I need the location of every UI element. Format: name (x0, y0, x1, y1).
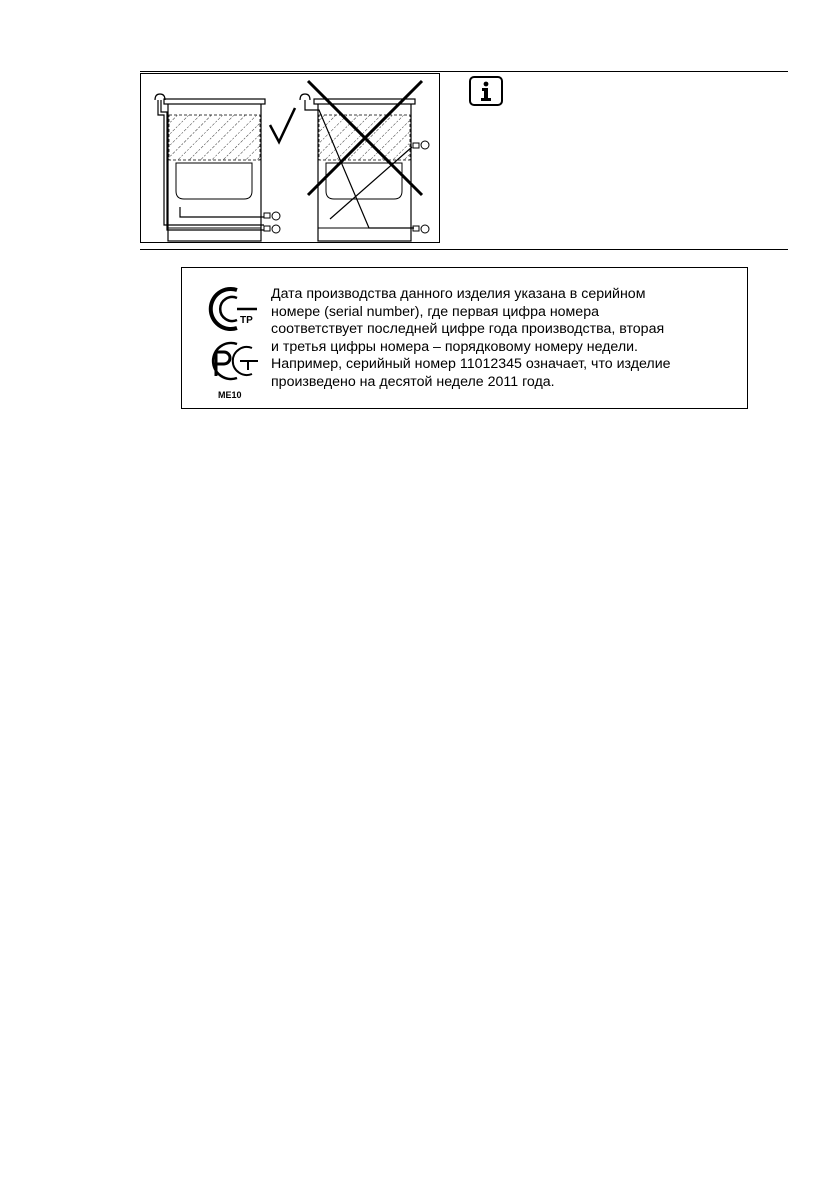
correct-installation (155, 94, 295, 241)
manufacture-date-explanation: Дата производства данного изделия указана в серийном номере (serial number), где первая цифра номера соответствует последней цифре года производства, вторая и третья цифры номера – порядковому номеру недели. Например, серийный номер 11012345 означает, что изделие произведено на десятой неделе 2011 года. (271, 286, 671, 390)
certification-notice (181, 267, 748, 409)
incorrect-installation (300, 81, 429, 241)
eac-tr-mark-icon (211, 289, 257, 329)
check-mark-icon (270, 108, 295, 142)
section-rule-top (140, 71, 788, 72)
rst-certification-mark-icon (213, 343, 258, 379)
svg-text:ТР: ТР (240, 315, 253, 326)
installation-diagram (140, 73, 440, 243)
section-rule-bottom (140, 249, 788, 250)
info-icon (469, 76, 503, 106)
certification-marks (202, 282, 262, 400)
certification-body-code: ME10 (218, 390, 242, 400)
